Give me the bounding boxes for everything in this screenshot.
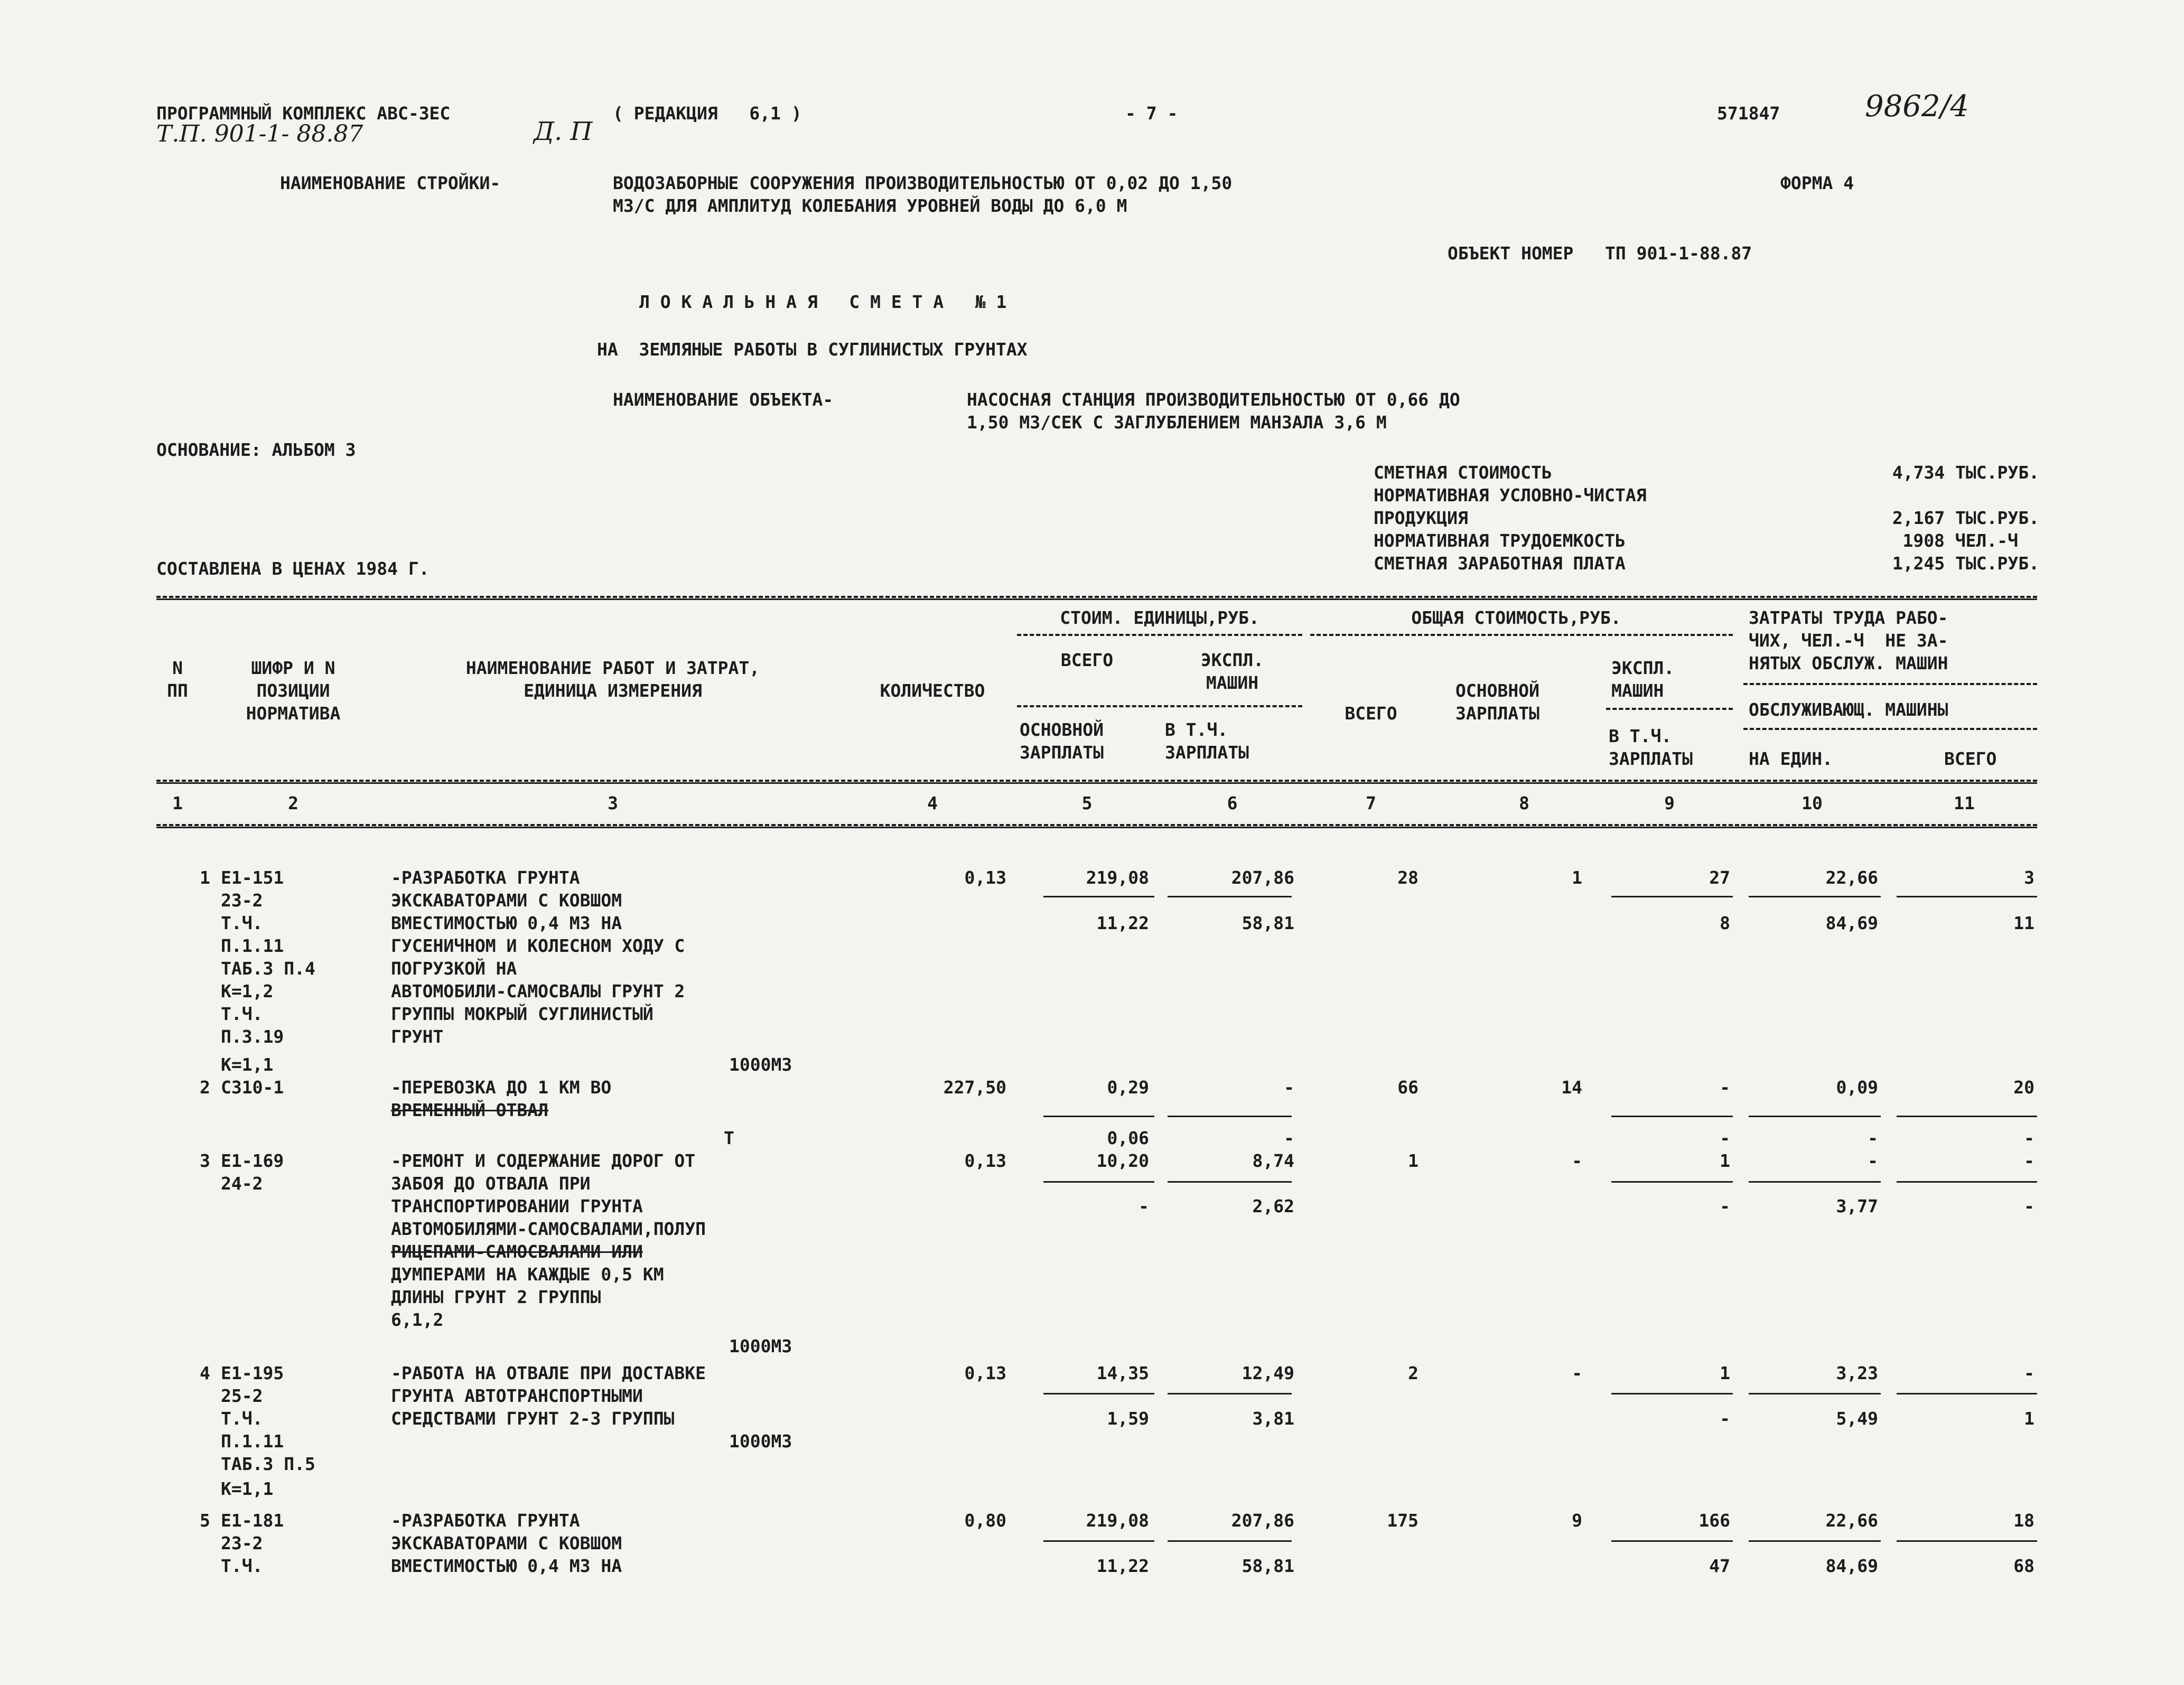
header-bottom-rule xyxy=(156,782,2037,784)
row-unit-basic: 0,06 xyxy=(1107,1128,1149,1148)
row-labor-unit: - xyxy=(1868,1150,1878,1171)
row-labor-unit-mach: 84,69 xyxy=(1825,913,1878,933)
row-unit-total: 14,35 xyxy=(1096,1363,1149,1383)
column-number: 5 xyxy=(1081,793,1093,813)
row-unit-total: 10,20 xyxy=(1096,1150,1149,1171)
construction-line-2: М3/С ДЛЯ АМПЛИТУД КОЛЕБАНИЯ УРОВНЕЙ ВОДЫ ДО 6,0 М xyxy=(613,195,1127,216)
row-labor-total-mach: 11 xyxy=(2013,913,2034,933)
row-number: 3 xyxy=(200,1150,210,1171)
column-number: 1 xyxy=(172,793,183,813)
row-code: К=1,1 xyxy=(221,1478,274,1499)
row-unit-incl: 58,81 xyxy=(1242,913,1294,933)
construction-line-1: ВОДОЗАБОРНЫЕ СООРУЖЕНИЯ ПРОИЗВОДИТЕЛЬНОСТЬЮ ОТ 0,02 ДО 1,50 xyxy=(613,173,1233,193)
cell-underline xyxy=(1611,1116,1733,1117)
cell-underline xyxy=(1897,1393,2037,1394)
cell-underline xyxy=(1749,1181,1881,1183)
cell-underline xyxy=(1168,1181,1292,1183)
row-code: П.3.19 xyxy=(221,1026,284,1047)
col-header-total-basic: ОСНОВНОЙ xyxy=(1455,680,1539,701)
row-description: -ПЕРЕВОЗКА ДО 1 КМ ВО xyxy=(391,1077,612,1098)
program-name: ПРОГРАММНЫЙ КОМПЛЕКС АВС-3ЕС xyxy=(156,103,451,124)
cell-underline xyxy=(1749,1540,1881,1542)
row-description: СРЕДСТВАМИ ГРУНТ 2-3 ГРУППЫ xyxy=(391,1408,675,1429)
row-total-basic: - xyxy=(1572,1150,1582,1171)
table-top-rule xyxy=(156,596,2037,598)
row-code: П.1.11 xyxy=(221,935,284,956)
row-code: Т.Ч. xyxy=(221,1408,263,1429)
row-total-all: 2 xyxy=(1408,1363,1418,1383)
row-code: Е1-181 xyxy=(221,1510,284,1531)
row-labor-unit-mach: 3,77 xyxy=(1836,1196,1878,1216)
row-labor-total: - xyxy=(2024,1150,2034,1171)
col-header-unit-total: ВСЕГО xyxy=(1060,650,1114,670)
col-header-code: НОРМАТИВА xyxy=(246,703,341,724)
header-divider xyxy=(1310,634,1733,636)
object-label: НАИМЕНОВАНИЕ ОБЪЕКТА- xyxy=(613,389,834,410)
row-description: ВМЕСТИМОСТЬЮ 0,4 М3 НА xyxy=(391,913,622,933)
row-unit: 1000М3 xyxy=(729,1431,792,1452)
cell-underline xyxy=(1897,1116,2037,1117)
header-divider xyxy=(1743,728,2037,730)
row-code: Е1-169 xyxy=(221,1150,284,1171)
row-description: АВТОМОБИЛИ-САМОСВАЛЫ ГРУНТ 2 xyxy=(391,981,685,1001)
row-labor-unit-mach: 5,49 xyxy=(1836,1408,1878,1429)
row-labor-total-mach: - xyxy=(2024,1196,2034,1216)
cell-underline xyxy=(1611,896,1733,897)
row-total-mach: 1 xyxy=(1720,1363,1730,1383)
cell-underline xyxy=(1168,1393,1292,1394)
row-unit-incl: 2,62 xyxy=(1252,1196,1294,1216)
row-description: -РЕМОНТ И СОДЕРЖАНИЕ ДОРОГ ОТ xyxy=(391,1150,696,1171)
row-number: 4 xyxy=(200,1363,210,1383)
row-code: 23-2 xyxy=(221,890,263,911)
row-unit: Т xyxy=(724,1128,734,1148)
row-total-basic: 14 xyxy=(1561,1077,1582,1098)
row-labor-total: 20 xyxy=(2013,1077,2034,1098)
col-header-labor: ЧИХ, ЧЕЛ.-Ч НЕ ЗА- xyxy=(1749,630,1948,651)
row-total-basic: 1 xyxy=(1572,867,1582,888)
col-header-unit-basic: ЗАРПЛАТЫ xyxy=(1020,742,1104,763)
col-header-work: НАИМЕНОВАНИЕ РАБОТ И ЗАТРАТ, xyxy=(465,658,760,678)
row-description: ГРУНТА АВТОТРАНСПОРТНЫМИ xyxy=(391,1386,643,1406)
row-labor-total-mach: 68 xyxy=(2013,1556,2034,1576)
row-description: -РАЗРАБОТКА ГРУНТА xyxy=(391,1510,580,1531)
summary-label: ПРОДУКЦИЯ xyxy=(1374,508,1468,528)
row-code: ТАБ.3 П.5 xyxy=(221,1454,315,1474)
handwritten-tp-code: Т.П. 901-1- 88.87 xyxy=(156,120,363,147)
row-total-incl: 8 xyxy=(1720,913,1730,933)
row-unit-basic: - xyxy=(1138,1196,1149,1216)
cell-underline xyxy=(1043,1116,1154,1117)
row-code: ТАБ.3 П.4 xyxy=(221,958,315,979)
prices-year: СОСТАВЛЕНА В ЦЕНАХ 1984 Г. xyxy=(156,558,430,579)
row-labor-total-mach: 1 xyxy=(2024,1408,2034,1429)
row-code: С310-1 xyxy=(221,1077,284,1098)
row-total-incl: - xyxy=(1720,1196,1730,1216)
row-unit: 1000М3 xyxy=(729,1054,792,1075)
col-header-labor-total: ВСЕГО xyxy=(1944,748,1997,769)
col-header-total-mach: МАШИН xyxy=(1611,680,1664,701)
row-quantity: 0,13 xyxy=(964,1150,1006,1171)
document-subtitle: НА ЗЕМЛЯНЫЕ РАБОТЫ В СУГЛИНИСТЫХ ГРУНТАХ xyxy=(597,339,1028,360)
summary-value: 4,734 ТЫС.РУБ. xyxy=(1892,462,2039,483)
row-code: Т.Ч. xyxy=(221,1556,263,1576)
col-header-unit-cost: СТОИМ. ЕДИНИЦЫ,РУБ. xyxy=(1060,607,1259,628)
row-unit-incl: 3,81 xyxy=(1252,1408,1294,1429)
col-header-n: ПП xyxy=(167,680,188,701)
row-total-basic: - xyxy=(1572,1363,1582,1383)
row-code: Е1-195 xyxy=(221,1363,284,1383)
cell-underline xyxy=(1749,1393,1881,1394)
cell-underline xyxy=(1168,896,1292,897)
col-header-labor-unit: НА ЕДИН. xyxy=(1749,748,1833,769)
col-header-unit-mach: МАШИН xyxy=(1206,672,1259,693)
row-description: -РАБОТА НА ОТВАЛЕ ПРИ ДОСТАВКЕ xyxy=(391,1363,706,1383)
row-unit-mach: 12,49 xyxy=(1242,1363,1294,1383)
column-number: 7 xyxy=(1366,793,1376,813)
row-total-mach: - xyxy=(1720,1077,1730,1098)
cell-underline xyxy=(1749,896,1881,897)
numbers-bottom-rule xyxy=(156,824,2037,826)
row-unit-basic: 11,22 xyxy=(1096,913,1149,933)
row-total-incl: 47 xyxy=(1709,1556,1730,1576)
row-description: ПОГРУЗКОЙ НА xyxy=(391,958,517,979)
table-top-rule xyxy=(156,598,2037,600)
row-description: ВМЕСТИМОСТЬЮ 0,4 М3 НА xyxy=(391,1556,622,1576)
row-labor-total: 18 xyxy=(2013,1510,2034,1531)
row-unit-total: 219,08 xyxy=(1086,1510,1149,1531)
col-header-unit-incl: В Т.Ч. xyxy=(1165,719,1228,740)
row-description: ВРЕМЕННЫЙ ОТВАЛ xyxy=(391,1100,549,1120)
header-divider xyxy=(1017,634,1302,636)
col-header-labor: НЯТЫХ ОБСЛУЖ. МАШИН xyxy=(1749,653,1948,673)
row-labor-unit: 3,23 xyxy=(1836,1363,1878,1383)
col-header-code: ШИФР И N xyxy=(251,658,335,678)
row-unit-incl: 58,81 xyxy=(1242,1556,1294,1576)
summary-label: СМЕТНАЯ СТОИМОСТЬ xyxy=(1374,462,1552,483)
row-code: Т.Ч. xyxy=(221,1004,263,1024)
row-unit-mach: 8,74 xyxy=(1252,1150,1294,1171)
column-number: 11 xyxy=(1954,793,1975,813)
summary-label: НОРМАТИВНАЯ УСЛОВНО-ЧИСТАЯ xyxy=(1374,485,1647,506)
row-labor-total: 3 xyxy=(2024,867,2034,888)
header-divider xyxy=(1743,683,2037,685)
col-header-total-mach: ЭКСПЛ. xyxy=(1611,658,1675,678)
row-total-incl: - xyxy=(1720,1408,1730,1429)
row-number: 2 xyxy=(200,1077,210,1098)
row-total-incl: - xyxy=(1720,1128,1730,1148)
row-code: Е1-151 xyxy=(221,867,284,888)
row-unit-total: 0,29 xyxy=(1107,1077,1149,1098)
row-code: К=1,1 xyxy=(221,1054,274,1075)
row-quantity: 0,13 xyxy=(964,1363,1006,1383)
row-description: ГРУППЫ МОКРЫЙ СУГЛИНИСТЫЙ xyxy=(391,1004,654,1024)
row-total-mach: 166 xyxy=(1698,1510,1730,1531)
summary-value: 1,245 ТЫС.РУБ. xyxy=(1892,553,2039,574)
cell-underline xyxy=(1043,1181,1154,1183)
document-title: Л О К А Л Ь Н А Я С М Е Т А № 1 xyxy=(639,292,1007,312)
column-number: 4 xyxy=(927,793,938,813)
numbers-bottom-rule xyxy=(156,827,2037,828)
column-number: 2 xyxy=(288,793,298,813)
row-labor-unit: 0,09 xyxy=(1836,1077,1878,1098)
summary-value: 2,167 ТЫС.РУБ. xyxy=(1892,508,2039,528)
row-description: ДЛИНЫ ГРУНТ 2 ГРУППЫ xyxy=(391,1287,601,1307)
row-code: Т.Ч. xyxy=(221,913,263,933)
column-number: 10 xyxy=(1802,793,1823,813)
object-line-1: НАСОСНАЯ СТАНЦИЯ ПРОИЗВОДИТЕЛЬНОСТЬЮ ОТ 0,66 ДО xyxy=(967,389,1460,410)
col-header-total-incl: ЗАРПЛАТЫ xyxy=(1609,748,1693,769)
row-description: ДУМПЕРАМИ НА КАЖДЫЕ 0,5 КМ xyxy=(391,1264,664,1285)
row-quantity: 227,50 xyxy=(943,1077,1006,1098)
row-labor-unit-mach: 84,69 xyxy=(1825,1556,1878,1576)
cell-underline xyxy=(1611,1540,1733,1542)
header-divider xyxy=(1606,708,1733,710)
row-total-basic: 9 xyxy=(1572,1510,1582,1531)
row-unit-basic: 11,22 xyxy=(1096,1556,1149,1576)
row-description: -РАЗРАБОТКА ГРУНТА xyxy=(391,867,580,888)
basis: ОСНОВАНИЕ: АЛЬБОМ 3 xyxy=(156,439,356,460)
construction-label: НАИМЕНОВАНИЕ СТРОЙКИ- xyxy=(280,173,501,193)
row-unit: 1000М3 xyxy=(729,1336,792,1356)
column-number: 8 xyxy=(1519,793,1529,813)
row-quantity: 0,13 xyxy=(964,867,1006,888)
col-header-labor-sub: ОБСЛУЖИВАЮЩ. МАШИНЫ xyxy=(1749,699,1948,720)
form-number: ФОРМА 4 xyxy=(1780,173,1854,193)
row-total-all: 28 xyxy=(1397,867,1418,888)
cell-underline xyxy=(1897,1181,2037,1183)
col-header-total-incl: В Т.Ч. xyxy=(1609,726,1672,746)
cell-underline xyxy=(1043,1540,1154,1542)
summary-label: НОРМАТИВНАЯ ТРУДОЕМКОСТЬ xyxy=(1374,530,1626,551)
cell-underline xyxy=(1749,1116,1881,1117)
row-unit-mach: - xyxy=(1284,1077,1294,1098)
object-number: ОБЪЕКТ НОМЕР ТП 901-1-88.87 xyxy=(1448,243,1752,264)
row-code: 23-2 xyxy=(221,1533,263,1553)
row-labor-unit: 22,66 xyxy=(1825,1510,1878,1531)
row-labor-total: - xyxy=(2024,1363,2034,1383)
row-total-all: 1 xyxy=(1408,1150,1418,1171)
row-total-mach: 27 xyxy=(1709,867,1730,888)
row-description: ЭКСКАВАТОРАМИ С КОВШОМ xyxy=(391,890,622,911)
col-header-total-basic: ЗАРПЛАТЫ xyxy=(1455,703,1539,724)
row-description: ГУСЕНИЧНОМ И КОЛЕСНОМ ХОДУ С xyxy=(391,935,685,956)
summary-label: СМЕТНАЯ ЗАРАБОТНАЯ ПЛАТА xyxy=(1374,553,1626,574)
cell-underline xyxy=(1043,1393,1154,1394)
cell-underline xyxy=(1897,896,2037,897)
row-unit-basic: 1,59 xyxy=(1107,1408,1149,1429)
cell-underline xyxy=(1168,1116,1292,1117)
col-header-total-cost: ОБЩАЯ СТОИМОСТЬ,РУБ. xyxy=(1411,607,1621,628)
edition: ( РЕДАКЦИЯ 6,1 ) xyxy=(613,103,802,124)
handwritten-initials: Д. П xyxy=(534,117,593,146)
page-number: - 7 - xyxy=(1125,103,1178,124)
row-description: ГРУНТ xyxy=(391,1026,444,1047)
row-code: К=1,2 xyxy=(221,981,274,1001)
row-unit-mach: 207,86 xyxy=(1231,1510,1294,1531)
summary-value: 1908 ЧЕЛ.-Ч xyxy=(1902,530,2018,551)
col-header-total-all: ВСЕГО xyxy=(1345,703,1397,724)
row-code: П.1.11 xyxy=(221,1431,284,1452)
column-number: 3 xyxy=(608,793,618,813)
row-description: АВТОМОБИЛЯМИ-САМОСВАЛАМИ,ПОЛУП xyxy=(391,1219,706,1239)
row-code: 24-2 xyxy=(221,1173,263,1194)
row-description: ЗАБОЯ ДО ОТВАЛА ПРИ xyxy=(391,1173,591,1194)
handwritten-number: 9862/4 xyxy=(1865,89,1970,124)
col-header-code: ПОЗИЦИИ xyxy=(256,680,330,701)
row-unit-mach: 207,86 xyxy=(1231,867,1294,888)
row-number: 1 xyxy=(200,867,210,888)
row-description: ЭКСКАВАТОРАМИ С КОВШОМ xyxy=(391,1533,622,1553)
cell-underline xyxy=(1611,1393,1733,1394)
row-unit-total: 219,08 xyxy=(1086,867,1149,888)
object-line-2: 1,50 М3/СЕК С ЗАГЛУБЛЕНИЕМ МАНЗАЛА 3,6 М xyxy=(967,412,1387,433)
header-bottom-rule xyxy=(156,780,2037,782)
col-header-unit-mach: ЭКСПЛ. xyxy=(1200,650,1264,670)
row-total-mach: 1 xyxy=(1720,1150,1730,1171)
row-total-all: 66 xyxy=(1397,1077,1418,1098)
row-labor-total-mach: - xyxy=(2024,1128,2034,1148)
row-total-all: 175 xyxy=(1387,1510,1418,1531)
cell-underline xyxy=(1897,1540,2037,1542)
cell-underline xyxy=(1043,896,1154,897)
column-number: 6 xyxy=(1227,793,1238,813)
row-labor-unit: 22,66 xyxy=(1825,867,1878,888)
row-number: 5 xyxy=(200,1510,210,1531)
cell-underline xyxy=(1168,1540,1292,1542)
row-labor-unit-mach: - xyxy=(1868,1128,1878,1148)
col-header-labor: ЗАТРАТЫ ТРУДА РАБО- xyxy=(1749,607,1948,628)
col-header-quantity: КОЛИЧЕСТВО xyxy=(880,680,985,701)
col-header-n: N xyxy=(172,658,183,678)
row-description: РИЦЕПАМИ-САМОСВАЛАМИ ИЛИ xyxy=(391,1241,643,1262)
row-code: 25-2 xyxy=(221,1386,263,1406)
column-number: 9 xyxy=(1664,793,1675,813)
row-quantity: 0,80 xyxy=(964,1510,1006,1531)
row-description: ТРАНСПОРТИРОВАНИИ ГРУНТА xyxy=(391,1196,643,1216)
col-header-unit-incl: ЗАРПЛАТЫ xyxy=(1165,742,1249,763)
col-header-unit-basic: ОСНОВНОЙ xyxy=(1020,719,1104,740)
col-header-work: ЕДИНИЦА ИЗМЕРЕНИЯ xyxy=(524,680,702,701)
cell-underline xyxy=(1611,1181,1733,1183)
row-description: 6,1,2 xyxy=(391,1309,444,1330)
header-divider xyxy=(1017,705,1302,707)
row-unit-incl: - xyxy=(1284,1128,1294,1148)
document-number: 571847 xyxy=(1717,103,1780,124)
